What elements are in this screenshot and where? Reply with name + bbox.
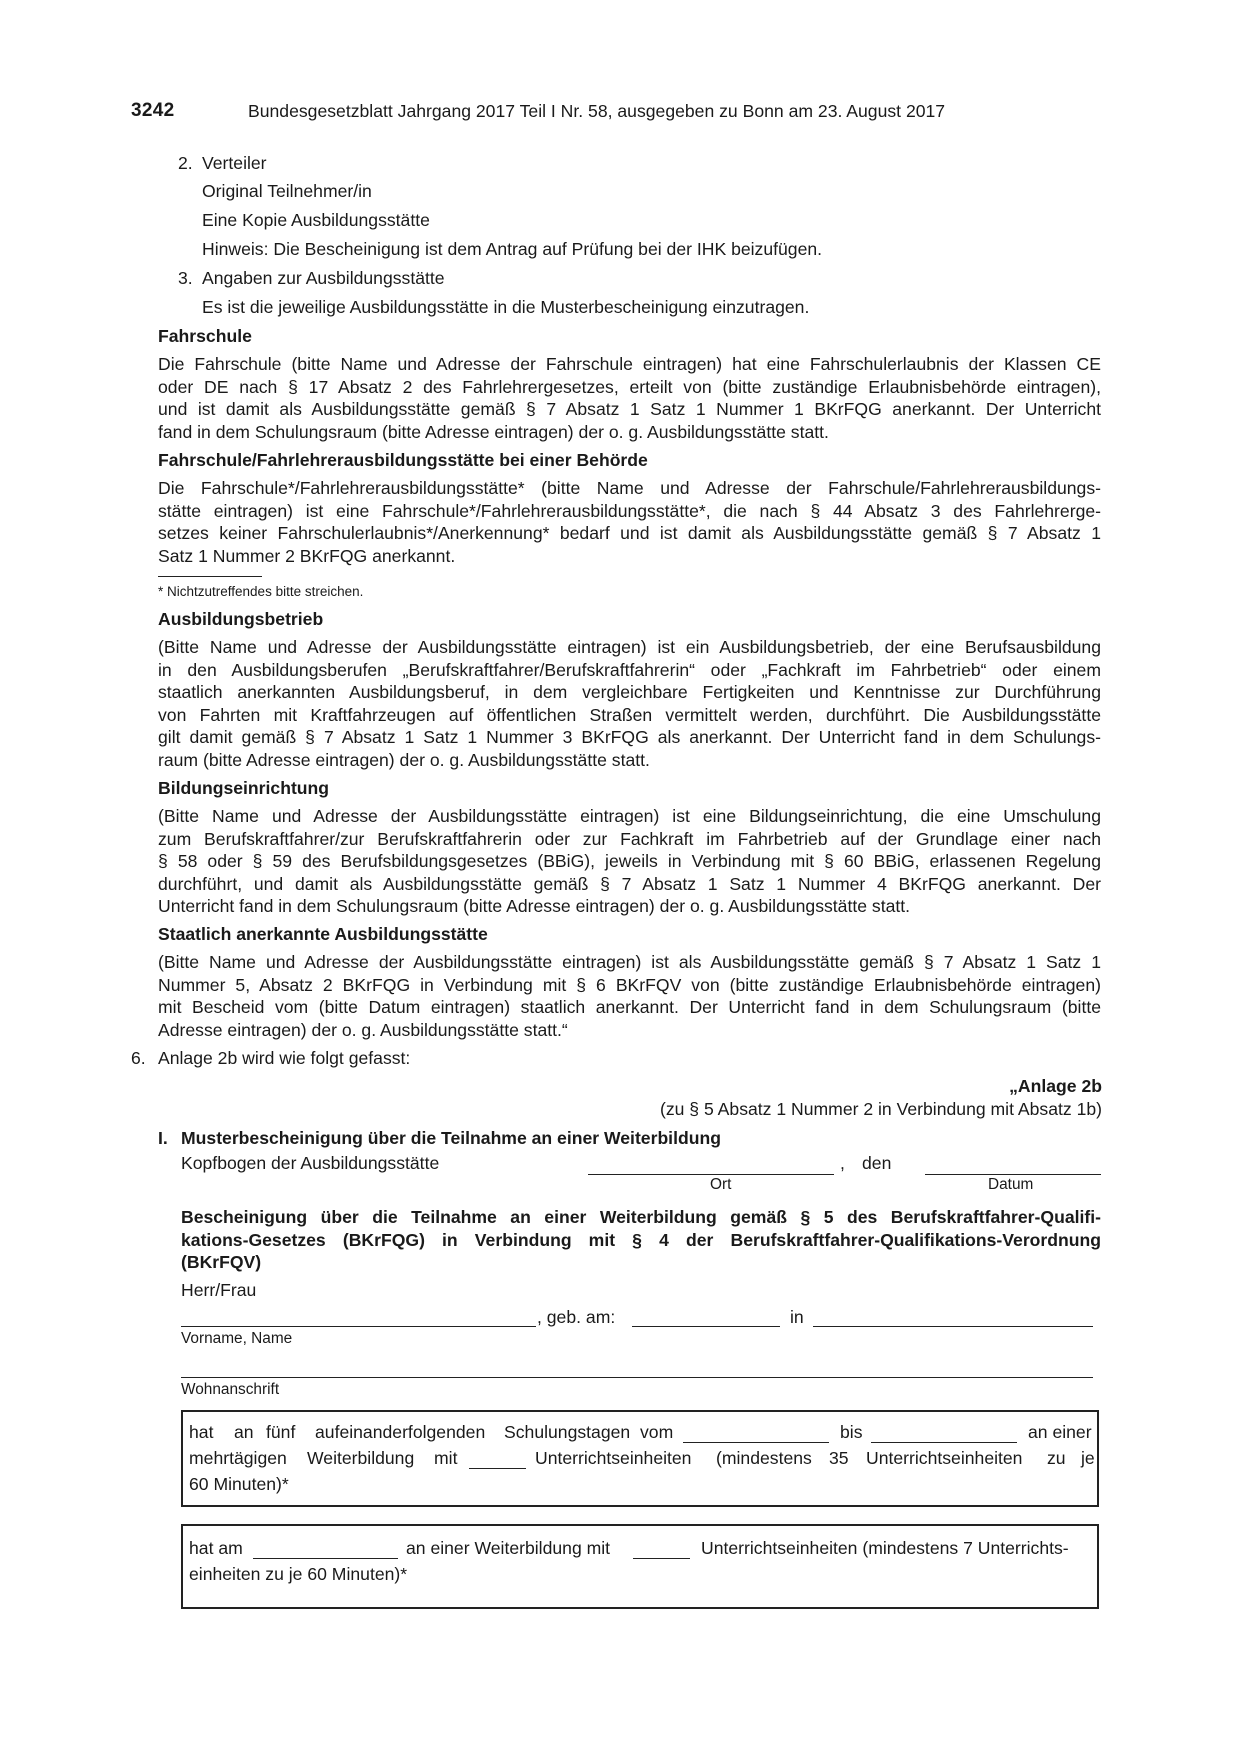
list-number: 3. <box>178 268 193 288</box>
box-text: mehrtägigen <box>189 1448 287 1468</box>
footnote-rule <box>158 576 262 577</box>
paragraph-line: und ist damit als Ausbildungsstätte gemäß § 7 Absatz 1 Satz 1 Nummer 1 BKrFQG anerkannt. Der Unterricht <box>158 399 1101 420</box>
paragraph-line: zum Berufskraftfahrer/zur Berufskraftfahrerin oder zur Fachkraft im Fahrbetrieb auf der Grundlage einer nach <box>158 828 1101 849</box>
page-number: 3242 <box>131 100 175 121</box>
paragraph <box>158 477 1101 567</box>
box-text: (mindestens <box>716 1448 812 1468</box>
annex-subtitle: (zu § 5 Absatz 1 Nummer 2 in Verbindung mit Absatz 1b) <box>659 1099 1102 1119</box>
paragraph-line: setzes keiner Fahrschulerlaubnis*/Anerkennung* bedarf und ist damit als Ausbildungsstätte gemäß § 7 Absatz 1 <box>158 523 1101 544</box>
letterhead-label: Kopfbogen der Ausbildungsstätte <box>181 1153 440 1173</box>
to-date-field[interactable] <box>871 1442 1017 1443</box>
paragraph <box>158 951 1101 1041</box>
certificate-title-line: kations-Gesetzes (BKrFQG) in Verbindung mit § 4 der Berufskraftfahrer-Qualifikations-Verordnung <box>181 1229 1101 1250</box>
list-number: 2. <box>178 153 193 173</box>
box-text: einheiten zu je 60 Minuten)* <box>189 1564 408 1584</box>
box-text: Weiterbildung <box>307 1448 415 1468</box>
date-label: Datum <box>988 1176 1034 1193</box>
box-text: je <box>1081 1448 1095 1468</box>
paragraph <box>158 636 1101 772</box>
footnote: * Nichtzutreffendes bitte streichen. <box>158 584 364 599</box>
paragraph-line: mit Bescheid vom (bitte Datum eintragen) staatlich anerkannt. Der Unterricht fand in dem Schulungsraum (bitte <box>158 997 1101 1018</box>
paragraph-line: staatlich anerkannten Ausbildungsberuf, in dem vergleichbare Fertigkeiten und Kenntnisse zur Durchführung <box>158 682 1101 703</box>
birthplace-field[interactable] <box>813 1326 1093 1327</box>
place-field[interactable] <box>588 1174 834 1175</box>
box-text: an einer Weiterbildung mit <box>406 1538 611 1558</box>
single-date-field[interactable] <box>253 1558 398 1559</box>
section-heading: Musterbescheinigung über die Teilnahme an einer Weiterbildung <box>181 1128 721 1148</box>
page-header-title: Bundesgesetzblatt Jahrgang 2017 Teil I Nr. 58, ausgegeben zu Bonn am 23. August 2017 <box>248 101 946 121</box>
paragraph-line: § 58 oder § 59 des Berufsbildungsgesetzes (BBiG), jeweils in Verbindung mit § 60 BBiG, erlassenen Regelung <box>158 851 1101 872</box>
section-heading: Ausbildungsbetrieb <box>158 609 324 629</box>
annex-title: „Anlage 2b <box>1009 1076 1102 1096</box>
section-number: I. <box>158 1128 168 1148</box>
section-heading: Fahrschule <box>158 326 252 346</box>
date-field[interactable] <box>925 1174 1101 1175</box>
from-date-field[interactable] <box>683 1442 829 1443</box>
paragraph-line: stätte eintragen) ist eine Fahrschule*/Fahrlehrerausbildungsstätte*, die nach § 44 Absatz 3 des Fahrlehrerge- <box>158 500 1101 521</box>
paragraph-line: Unterricht fand in dem Schulungsraum (bitte Adresse eintragen) der o. g. Ausbildungsstätte statt. <box>158 896 911 917</box>
list-line: Es ist die jeweilige Ausbildungsstätte in die Musterbescheinigung einzutragen. <box>202 297 810 317</box>
list-label: Verteiler <box>202 153 267 173</box>
birthdate-label: , geb. am: <box>537 1307 616 1327</box>
paragraph-line: Nummer 5, Absatz 2 BKrFQG in Verbindung mit § 6 BKrFQV von (bitte zuständige Erlaubnisbehörde eintragen) <box>158 974 1101 995</box>
box-text: vom <box>640 1422 674 1442</box>
box-text: fünf <box>266 1422 296 1442</box>
paragraph-line: Satz 1 Nummer 2 BKrFQG anerkannt. <box>158 545 456 566</box>
box-text: bis <box>840 1422 863 1442</box>
list-label: Angaben zur Ausbildungsstätte <box>202 268 445 288</box>
box-text: an einer <box>1028 1422 1092 1442</box>
list-line: Eine Kopie Ausbildungsstätte <box>202 210 430 230</box>
certificate-title-line: (BKrFQV) <box>181 1252 262 1273</box>
paragraph-line: Die Fahrschule*/Fahrlehrerausbildungsstätte* (bitte Name und Adresse der Fahrschule/Fahrlehrerausbildungs- <box>158 478 1101 498</box>
paragraph-line: Die Fahrschule (bitte Name und Adresse der Fahrschule eintragen) hat eine Fahrschulerlaubnis der Klassen CE <box>158 354 1101 374</box>
box-text: Unterrichtseinheiten (mindestens 7 Unterrichts- <box>701 1538 1069 1558</box>
list-number: 6. <box>131 1048 146 1068</box>
paragraph-line: durchführt, und damit als Ausbildungsstätte gemäß § 7 Absatz 1 Satz 1 Nummer 4 BKrFQG anerkannt. Der <box>158 873 1101 894</box>
paragraph-line: oder DE nach § 17 Absatz 2 des Fahrlehrergesetzes, erteilt von (bitte zuständige Erlaubnisbehörde eintragen), <box>158 376 1101 397</box>
comma: , <box>840 1153 845 1173</box>
paragraph-line: von Fahrten mit Kraftfahrzeugen auf öffentlichen Straßen vermittelt werden, durchführt. Die Ausbildungsstätte <box>158 704 1101 725</box>
birthdate-field[interactable] <box>632 1326 780 1327</box>
address-field[interactable] <box>181 1377 1093 1378</box>
paragraph-line: (Bitte Name und Adresse der Ausbildungsstätte eintragen) ist als Ausbildungsstätte gemäß § 7 Absatz 1 Satz 1 <box>158 952 1101 972</box>
section-heading: Fahrschule/Fahrlehrerausbildungsstätte bei einer Behörde <box>158 450 648 470</box>
paragraph-line: (Bitte Name und Adresse der Ausbildungsstätte eintragen) ist eine Bildungseinrichtung, die eine Umschulung <box>158 806 1101 826</box>
paragraph-line: raum (bitte Adresse eintragen) der o. g. Ausbildungsstätte statt. <box>158 749 650 770</box>
single-teaching-units-field[interactable] <box>633 1558 690 1559</box>
paragraph-line: (Bitte Name und Adresse der Ausbildungsstätte eintragen) ist ein Ausbildungsbetrieb, der eine Berufsausbildung <box>158 637 1101 657</box>
box-text: Schulungstagen <box>504 1422 631 1442</box>
paragraph <box>158 805 1101 918</box>
birthplace-label: in <box>790 1307 804 1327</box>
paragraph-line: fand in dem Schulungsraum (bitte Adresse eintragen) der o. g. Ausbildungsstätte statt. <box>158 421 829 442</box>
box-text: 60 Minuten)* <box>189 1474 289 1494</box>
box-text: Unterrichtseinheiten <box>535 1448 692 1468</box>
box-text: aufeinanderfolgenden <box>315 1422 486 1442</box>
teaching-units-field[interactable] <box>469 1468 526 1469</box>
paragraph <box>158 353 1101 443</box>
list-line: Original Teilnehmer/in <box>202 181 372 201</box>
name-caption: Vorname, Name <box>181 1330 293 1347</box>
salutation-label: Herr/Frau <box>181 1280 257 1300</box>
box-text: mit <box>434 1448 458 1468</box>
list-label: Anlage 2b wird wie folgt gefasst: <box>158 1048 411 1068</box>
box-text: hat am <box>189 1538 243 1558</box>
address-caption: Wohnanschrift <box>181 1381 280 1398</box>
date-prefix: den <box>862 1153 892 1173</box>
box-text: hat <box>189 1422 214 1442</box>
name-field[interactable] <box>181 1326 536 1327</box>
certificate-title-line: Bescheinigung über die Teilnahme an einer Weiterbildung gemäß § 5 des Berufskraftfahrer-Qualifi- <box>181 1207 1101 1227</box>
section-heading: Staatlich anerkannte Ausbildungsstätte <box>158 924 488 944</box>
place-label: Ort <box>710 1176 732 1193</box>
box-text: an <box>234 1422 254 1442</box>
list-line: Hinweis: Die Bescheinigung ist dem Antrag auf Prüfung bei der IHK beizufügen. <box>202 239 823 259</box>
section-heading: Bildungseinrichtung <box>158 778 330 798</box>
certificate-title <box>181 1206 1101 1274</box>
box-text: 35 <box>829 1448 849 1468</box>
paragraph-line: in den Ausbildungsberufen „Berufskraftfahrer/Berufskraftfahrerin“ oder „Fachkraft im Fahrbetrieb“ oder einem <box>158 659 1101 680</box>
box-text: zu <box>1047 1448 1066 1468</box>
box-text: Unterrichtseinheiten <box>866 1448 1023 1468</box>
paragraph-line: Adresse eintragen) der o. g. Ausbildungsstätte statt.“ <box>158 1019 568 1040</box>
paragraph-line: gilt damit gemäß § 7 Absatz 1 Satz 1 Nummer 3 BKrFQG als anerkannt. Der Unterricht fand in dem Schulungs- <box>158 727 1101 748</box>
